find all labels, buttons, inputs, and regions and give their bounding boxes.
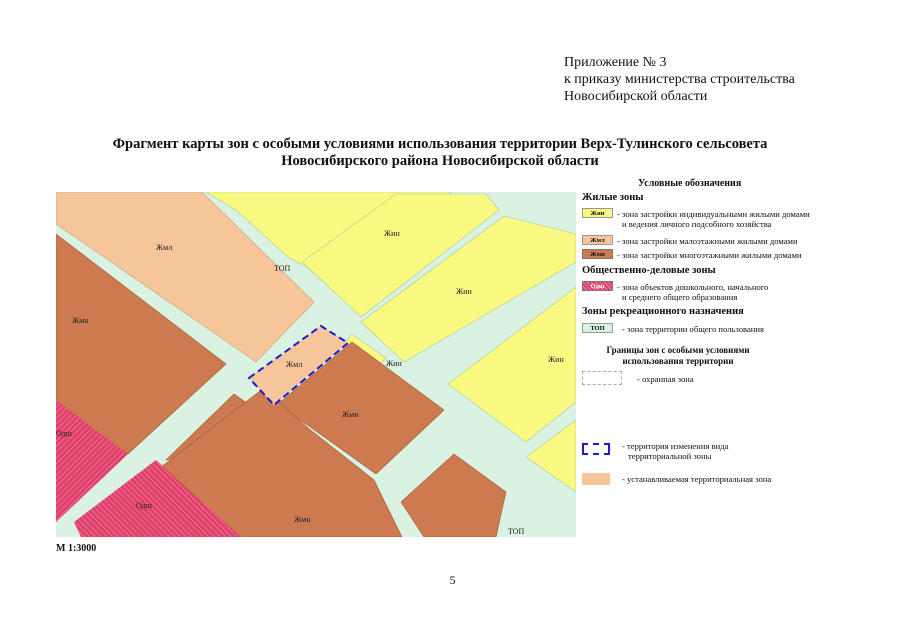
legend-swatch-zhmn: Жмн [582, 249, 613, 259]
appendix-line-3: Новосибирской области [564, 89, 708, 104]
appendix-header [564, 54, 795, 105]
legend-desc-odsh-2: и среднего общего образования [622, 292, 738, 302]
legend-swatch-zhml: Жмл [582, 235, 613, 245]
legend-desc-change-2: территориальной зоны [628, 451, 712, 461]
legend-desc-zhml: - зона застройки малоэтажными жилыми домами [617, 236, 798, 246]
label-top-upper: ТОП [274, 264, 291, 273]
label-zhmn-bottom: Жмн [294, 515, 311, 524]
legend-heading-recreation: Зоны рекреационного назначения [582, 306, 744, 317]
zone-map [56, 192, 576, 537]
legend-heading-boundaries-1: Границы зон с особыми условиями [606, 345, 750, 355]
legend-swatch-zhin: Жин [582, 208, 613, 218]
legend-swatch-top: ТОП [582, 323, 613, 333]
label-odsh-lower: Одш [136, 501, 152, 510]
label-zhin-top: Жин [384, 229, 400, 238]
map-title-line-2: Новосибирского района Новосибирской области [281, 153, 599, 169]
map-scale: М 1:3000 [56, 543, 97, 554]
legend-desc-zhin-2: и ведения личного подсобного хозяйства [622, 219, 772, 229]
page-number: 5 [449, 573, 456, 587]
legend-desc-change-1: - территория изменения вида [622, 441, 729, 451]
legend-desc-protect: - охранная зона [637, 374, 694, 384]
label-zhml-top: Жмл [156, 243, 173, 252]
legend-swatch-odsh: Одш [582, 281, 613, 291]
legend-heading-boundaries-2: использования территории [622, 356, 734, 366]
map-title-line-1: Фрагмент карты зон с особыми условиями использования территории Верх-Тулинского сельсовета [112, 136, 768, 152]
label-zhmn-center: Жмн [342, 410, 359, 419]
label-zhmn-left: Жмн [72, 316, 89, 325]
zone-map-svg [56, 192, 576, 537]
legend-desc-zhin-1: - зона застройки индивидуальными жилыми домами [617, 209, 810, 219]
legend-desc-odsh-1: - зона объектов дошкольного, начального [617, 282, 769, 292]
label-top-lower: ТОП [508, 527, 525, 536]
label-odsh-upper: Одш [56, 429, 72, 438]
map-title [40, 136, 840, 170]
legend-desc-established: - устанавливаемая территориальная зона [622, 474, 772, 484]
legend-swatch-established [582, 473, 610, 485]
label-zhml-new: Жмл [286, 360, 303, 369]
label-zhin-right: Жин [548, 355, 564, 364]
legend-heading-public: Общественно-деловые зоны [582, 265, 716, 276]
appendix-line-1: Приложение № 3 [564, 55, 667, 70]
legend-swatch-change [582, 443, 610, 455]
legend-desc-zhmn: - зона застройки многоэтажными жилыми домами [617, 250, 802, 260]
legend-desc-top: - зона территории общего пользования [622, 324, 764, 334]
legend-heading-residential: Жилые зоны [582, 192, 644, 203]
legend-title: Условные обозначения [638, 178, 742, 189]
legend-swatch-protect [582, 371, 622, 385]
label-zhin-small: Жин [386, 359, 402, 368]
label-zhin-mid: Жин [456, 287, 472, 296]
appendix-line-2: к приказу министерства строительства [564, 72, 795, 87]
legend-heading-boundaries [578, 345, 778, 367]
